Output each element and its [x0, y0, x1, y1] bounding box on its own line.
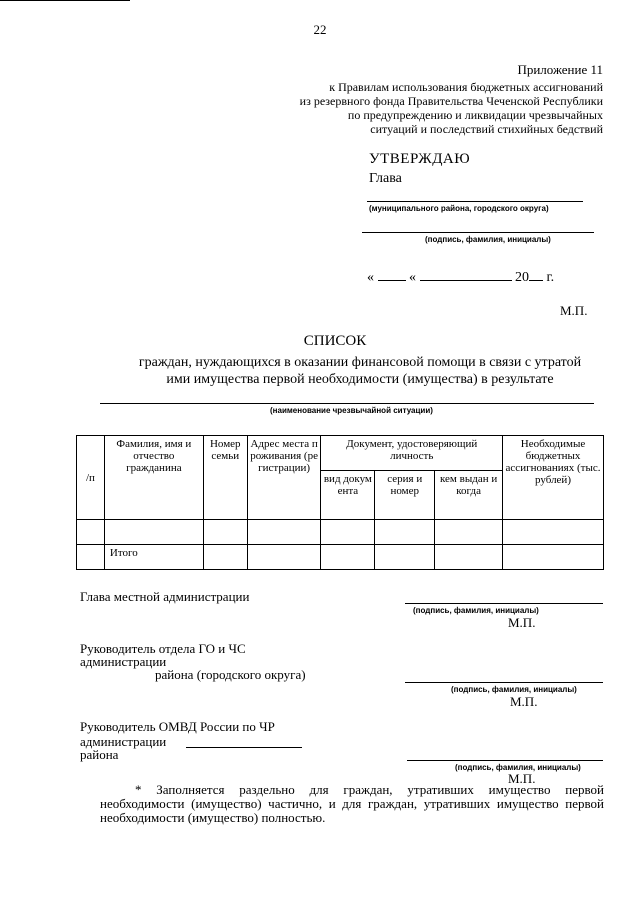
table-cell[interactable] — [203, 545, 247, 570]
page-number: 22 — [313, 22, 327, 37]
table-row — [77, 520, 604, 545]
date-quote-open: « — [367, 270, 374, 285]
date-day-field — [378, 268, 406, 281]
signatory-omvd-admin: администрации — [80, 734, 167, 749]
header-name: Фамилия, имя и отчество гражданина — [104, 436, 203, 520]
signature-caption-head-admin: (подпись, фамилия, инициалы) — [413, 606, 539, 615]
table-cell[interactable] — [104, 520, 203, 545]
emergency-caption: (наименование чрезвычайной ситуации) — [270, 406, 433, 415]
appendix-line: к Правилам использования бюджетных ассигнований — [329, 80, 603, 94]
list-subtitle — [100, 354, 620, 388]
table-cell[interactable] — [435, 520, 503, 545]
top-rule — [0, 0, 130, 1]
signature-line-go-chs — [405, 682, 603, 683]
table-cell[interactable] — [435, 545, 503, 570]
header-doc-type: вид документа — [321, 471, 375, 520]
total-label: Итого — [104, 545, 203, 570]
signature-line-head-admin — [405, 603, 603, 604]
seal-go-chs: М.П. — [510, 694, 538, 709]
approval-seal: М.П. — [560, 303, 588, 318]
footnote: * Заполняется раздельно для граждан, утративших имущество первой необходимости (имущество) частично, и для граждан, утративших имущество первой необходимости (имущество) полностью. — [100, 782, 604, 825]
header-doc-series: серия и номер — [375, 471, 435, 520]
approval-heading: УТВЕРЖДАЮ — [369, 151, 471, 167]
table-cell[interactable] — [375, 520, 435, 545]
appendix-note — [300, 80, 603, 136]
list-subtitle-line: граждан, нуждающихся в оказании финансовой помощи в связи с утратой — [138, 355, 582, 370]
seal-omvd: М.П. — [508, 771, 536, 786]
date-year-suffix: г. — [546, 270, 555, 285]
signature-line-omvd — [407, 760, 603, 761]
table-header-row — [77, 436, 604, 471]
table-cell[interactable] — [503, 520, 604, 545]
table-total-row — [77, 545, 604, 570]
table-cell[interactable] — [77, 520, 105, 545]
list-subtitle-line: ими имущества первой необходимости (имущества) в результате — [166, 372, 554, 387]
signature-caption-omvd: (подпись, фамилия, инициалы) — [455, 763, 581, 772]
municipality-caption: (муниципального района, городского округа) — [369, 204, 549, 213]
date-year-field — [529, 268, 543, 281]
signatory-go-chs-admin: администрации — [80, 654, 167, 669]
header-family-number: Номер семьи — [203, 436, 247, 520]
appendix-line: по предупреждению и ликвидации чрезвычайных — [347, 108, 603, 122]
table-cell[interactable] — [321, 545, 375, 570]
signature-caption-go-chs: (подпись, фамилия, инициалы) — [451, 685, 577, 694]
appendix-line: ситуаций и последствий стихийных бедствий — [370, 122, 603, 136]
signatory-go-chs-title: Руководитель отдела ГО и ЧС — [80, 641, 246, 656]
table-cell[interactable] — [375, 545, 435, 570]
approval-role: Глава — [369, 171, 402, 186]
header-address: Адрес места проживания (регистрации) — [247, 436, 321, 520]
approval-signature-caption: (подпись, фамилия, инициалы) — [425, 235, 551, 244]
table-cell[interactable] — [77, 545, 105, 570]
appendix-line: из резервного фонда Правительства Чеченской Республики — [299, 94, 603, 108]
municipality-field-line — [367, 201, 583, 202]
date-quote-open-2: « — [409, 270, 416, 285]
list-title: СПИСОК — [303, 333, 367, 349]
table-cell[interactable] — [247, 545, 321, 570]
date-year-prefix: 20 — [515, 270, 529, 285]
date-month-field — [420, 268, 512, 281]
signatory-head-admin: Глава местной администрации — [80, 589, 250, 604]
signatory-go-chs-district: района (городского округа) — [155, 667, 306, 682]
table-cell[interactable] — [321, 520, 375, 545]
approval-date — [367, 268, 554, 286]
citizens-table — [76, 435, 604, 570]
table-cell[interactable] — [247, 520, 321, 545]
header-doc-issued: кем выдан и когда — [435, 471, 503, 520]
emergency-field-line — [100, 403, 594, 404]
omvd-admin-field-line — [186, 747, 302, 748]
signatory-omvd-title: Руководитель ОМВД России по ЧР — [80, 719, 275, 734]
header-num: /п — [77, 436, 105, 520]
approval-signature-line — [362, 232, 594, 233]
table-cell[interactable] — [503, 545, 604, 570]
signatory-omvd-district: района — [80, 747, 119, 762]
seal-head-admin: М.П. — [508, 615, 536, 630]
table-cell[interactable] — [203, 520, 247, 545]
appendix-title: Приложение 11 — [517, 62, 603, 77]
header-document: Документ, удостоверяющий личность — [321, 436, 503, 471]
header-funds: Необходимые бюджетных ассигнованиях (тыс. рублей) — [503, 436, 604, 520]
